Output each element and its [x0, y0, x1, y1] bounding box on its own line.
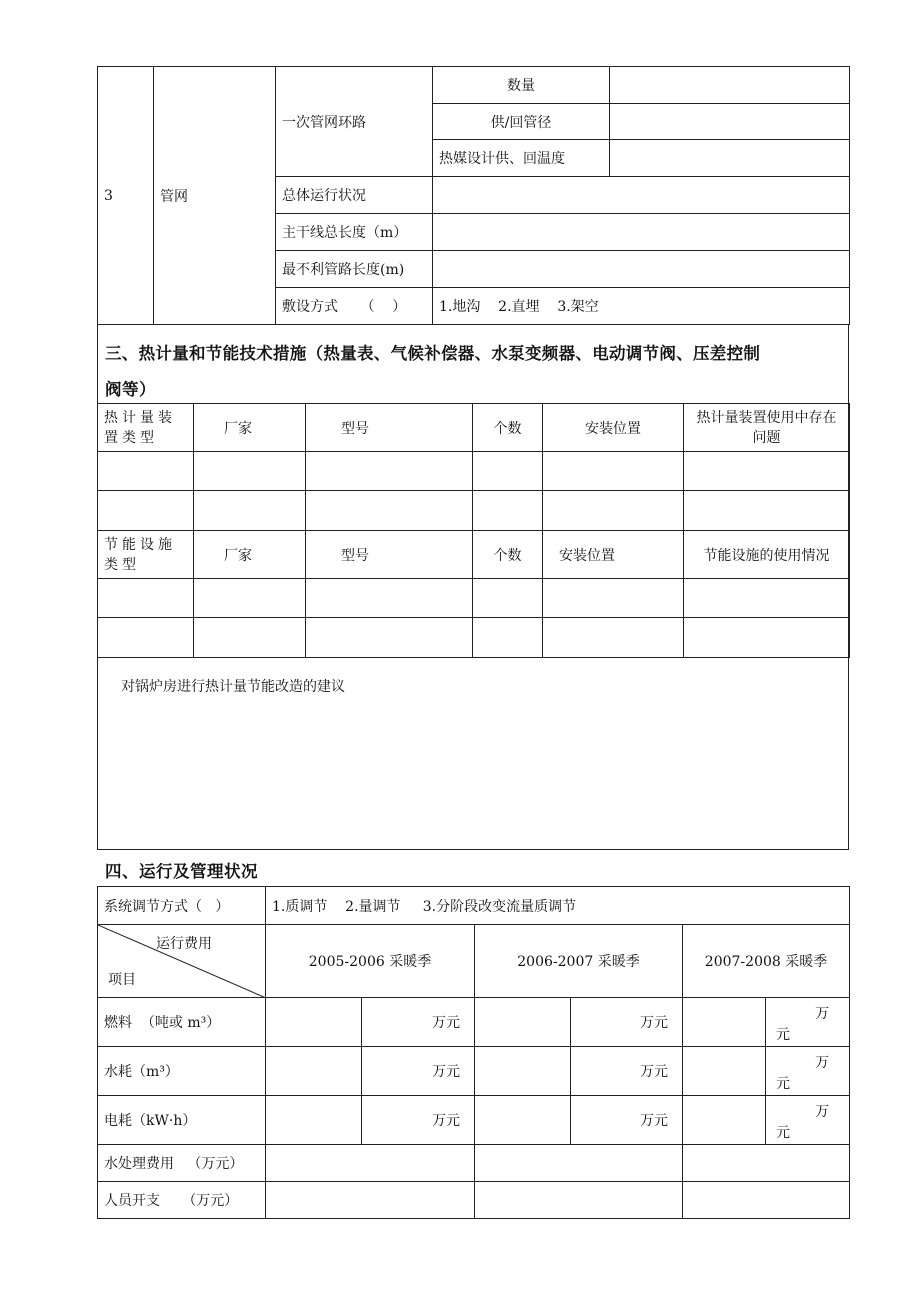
meter-cell[interactable] [543, 452, 684, 491]
saving-cell[interactable] [306, 618, 473, 658]
fuel-s2-value[interactable] [475, 998, 571, 1047]
meter-cell[interactable] [473, 491, 543, 531]
power-s1-unit: 万元 [362, 1096, 475, 1145]
suggestion-box[interactable] [97, 657, 849, 850]
water-s2-value[interactable] [475, 1047, 571, 1096]
unit-bottom: 元 [776, 1076, 790, 1092]
meter-cell[interactable] [684, 491, 850, 531]
water-s1-value[interactable] [266, 1047, 362, 1096]
unit-top: 万 [815, 1055, 830, 1071]
suggestion-label: 对锅炉房进行热计量节能改造的建议 [121, 679, 345, 695]
saving-cell[interactable] [684, 618, 850, 658]
saving-cell[interactable] [194, 579, 306, 618]
fuel-label: 燃料 （吨或 m³） [98, 998, 266, 1047]
saving-cell[interactable] [98, 579, 194, 618]
quantity-value[interactable] [610, 67, 850, 104]
meter-cell[interactable] [98, 491, 194, 531]
power-label: 电耗（kW·h） [98, 1096, 266, 1145]
season-header-1: 2005-2006 采暖季 [266, 925, 475, 998]
install-location-header-2: 安装位置 [543, 531, 684, 579]
laying-method-cell [276, 288, 433, 325]
main-length-label: 主干线总长度（m） [276, 214, 433, 251]
saving-cell[interactable] [98, 618, 194, 658]
fuel-s1-value[interactable] [266, 998, 362, 1047]
saving-cell[interactable] [306, 579, 473, 618]
unit-top: 万 [815, 1006, 830, 1022]
staff-label: 人员开支 （万元） [98, 1182, 266, 1219]
saving-cell[interactable] [543, 618, 684, 658]
water-s3-unit [766, 1047, 850, 1096]
power-s1-value[interactable] [266, 1096, 362, 1145]
meter-problems-header: 热计量装置使用中存在问题 [684, 404, 850, 452]
operation-table [97, 886, 850, 1219]
staff-s2[interactable] [475, 1182, 683, 1219]
diag-bottom-label: 项目 [108, 972, 136, 988]
unit-top: 万 [815, 1104, 830, 1120]
worst-length-label: 最不利管路长度(m) [276, 251, 433, 288]
power-s2-value[interactable] [475, 1096, 571, 1145]
overall-status-label: 总体运行状况 [276, 177, 433, 214]
install-location-header: 安装位置 [543, 404, 684, 452]
model-header-2: 型号 [306, 531, 473, 579]
fuel-s2-unit: 万元 [571, 998, 683, 1047]
saving-cell[interactable] [473, 579, 543, 618]
diagonal-header [98, 925, 266, 998]
row-category: 管网 [154, 67, 276, 325]
meter-cell[interactable] [543, 491, 684, 531]
water-s2-unit: 万元 [571, 1047, 683, 1096]
laying-options: 1.地沟 2.直埋 3.架空 [433, 288, 850, 325]
meter-cell[interactable] [98, 452, 194, 491]
diag-top-label: 运行费用 [156, 936, 212, 952]
fuel-s1-unit: 万元 [362, 998, 475, 1047]
saving-cell[interactable] [543, 579, 684, 618]
main-length-value[interactable] [433, 214, 850, 251]
section3-title-line2: 阀等） [105, 380, 156, 399]
design-temp-value[interactable] [610, 140, 850, 177]
model-header: 型号 [306, 404, 473, 452]
power-s2-unit: 万元 [571, 1096, 683, 1145]
section3-title-line1: 三、热计量和节能技术措施（热量表、气候补偿器、水泵变频器、电动调节阀、压差控制 [105, 344, 761, 363]
water-s3-value[interactable] [683, 1047, 766, 1096]
unit-bottom: 元 [776, 1027, 790, 1043]
section4-title: 四、运行及管理状况 [105, 862, 258, 881]
saving-type-header: 节能设施类型 [98, 531, 194, 579]
count-header: 个数 [473, 404, 543, 452]
worst-length-value[interactable] [433, 251, 850, 288]
regulation-options: 1.质调节 2.量调节 3.分阶段改变流量质调节 [266, 887, 850, 925]
meter-cell[interactable] [473, 452, 543, 491]
count-header-2: 个数 [473, 531, 543, 579]
laying-method-paren[interactable]: （ ） [360, 299, 407, 315]
primary-loop-label: 一次管网环路 [276, 67, 433, 177]
saving-cell[interactable] [194, 618, 306, 658]
heat-metering-table [97, 403, 850, 658]
meter-type-header: 热计量装置类型 [98, 404, 194, 452]
meter-cell[interactable] [306, 452, 473, 491]
saving-cell[interactable] [473, 618, 543, 658]
laying-method-label: 敷设方式 [282, 299, 338, 315]
quantity-label: 数量 [433, 67, 610, 104]
season-header-3: 2007-2008 采暖季 [683, 925, 850, 998]
manufacturer-header: 厂家 [194, 404, 306, 452]
fuel-s3-value[interactable] [683, 998, 766, 1047]
water-treatment-s3[interactable] [683, 1145, 850, 1182]
water-treatment-s1[interactable] [266, 1145, 475, 1182]
water-treatment-s2[interactable] [475, 1145, 683, 1182]
staff-s1[interactable] [266, 1182, 475, 1219]
fuel-s3-unit [766, 998, 850, 1047]
overall-status-value[interactable] [433, 177, 850, 214]
power-s3-unit [766, 1096, 850, 1145]
diameter-value[interactable] [610, 104, 850, 140]
water-label: 水耗（m³） [98, 1047, 266, 1096]
water-s1-unit: 万元 [362, 1047, 475, 1096]
meter-cell[interactable] [194, 452, 306, 491]
row-index: 3 [98, 67, 154, 325]
manufacturer-header-2: 厂家 [194, 531, 306, 579]
meter-cell[interactable] [306, 491, 473, 531]
unit-bottom: 元 [776, 1125, 790, 1141]
diameter-label: 供/回管径 [433, 104, 610, 140]
power-s3-value[interactable] [683, 1096, 766, 1145]
saving-cell[interactable] [684, 579, 850, 618]
staff-s3[interactable] [683, 1182, 850, 1219]
season-header-2: 2006-2007 采暖季 [475, 925, 683, 998]
water-treatment-label: 水处理费用 （万元） [98, 1145, 266, 1182]
regulation-label: 系统调节方式（ ） [98, 887, 266, 925]
design-temp-label: 热媒设计供、回温度 [433, 140, 610, 177]
meter-cell[interactable] [684, 452, 850, 491]
pipe-network-table [97, 66, 850, 325]
meter-cell[interactable] [194, 491, 306, 531]
saving-usage-header: 节能设施的使用情况 [684, 531, 850, 579]
